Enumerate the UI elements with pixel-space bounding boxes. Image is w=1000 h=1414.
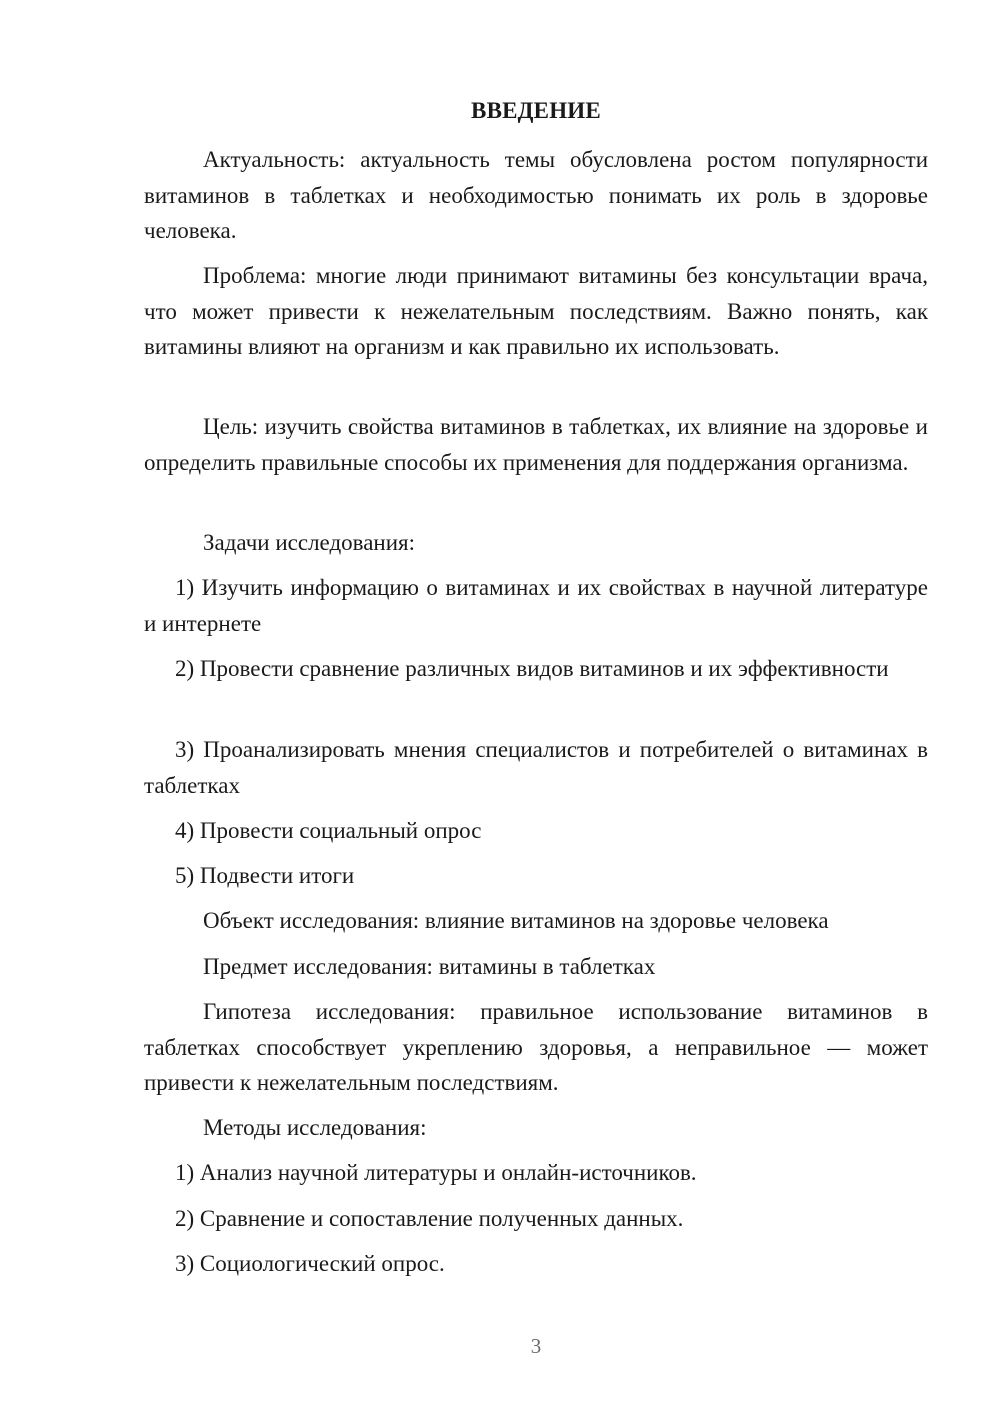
paragraph-goal: Цель: изучить свойства витаминов в таблетках, их влияние на здоровье и определить правильные способы их применения для поддержания организма. [144,414,928,475]
paragraph-hypothesis: Гипотеза исследования: правильное использование витаминов в таблетках способствует укреплению здоровья, а неправильное — может привести к нежелательным последствиям. [144,999,928,1095]
methods-heading: Методы исследования: [203,1115,427,1140]
task-item-3: 3) Проанализировать мнения специалистов и потребителей о витаминах в таблетках [144,737,928,798]
section-title: ВВЕДЕНИЕ [471,98,601,123]
research-object: Объект исследования: влияние витаминов на здоровье человека [203,908,829,933]
task-item-2: 2) Провести сравнение различных видов витаминов и их эффективности [175,656,889,681]
method-item-2: 2) Сравнение и сопоставление полученных данных. [175,1206,684,1231]
tasks-heading: Задачи исследования: [203,530,416,555]
research-subject: Предмет исследования: витамины в таблетках [203,954,656,979]
document-page [144,0,928,1414]
paragraph-relevance: Актуальность: актуальность темы обусловлена ростом популярности витаминов в таблетках и необходимостью понимать их роль в здоровье человека. [144,147,928,243]
paragraph-problem: Проблема: многие люди принимают витамины без консультации врача, что может привести к нежелательным последствиям. Важно понять, как витамины влияют на организм и как правильно их использовать. [144,263,928,359]
page-number: 3 [530,1334,542,1358]
method-item-3: 3) Социологический опрос. [175,1251,445,1276]
task-item-4: 4) Провести социальный опрос [175,818,482,843]
task-item-1: 1) Изучить информацию о витаминах и их свойствах в научной литературе и интернете [144,575,928,636]
task-item-5: 5) Подвести итоги [175,863,355,888]
method-item-1: 1) Анализ научной литературы и онлайн-источников. [175,1160,697,1185]
